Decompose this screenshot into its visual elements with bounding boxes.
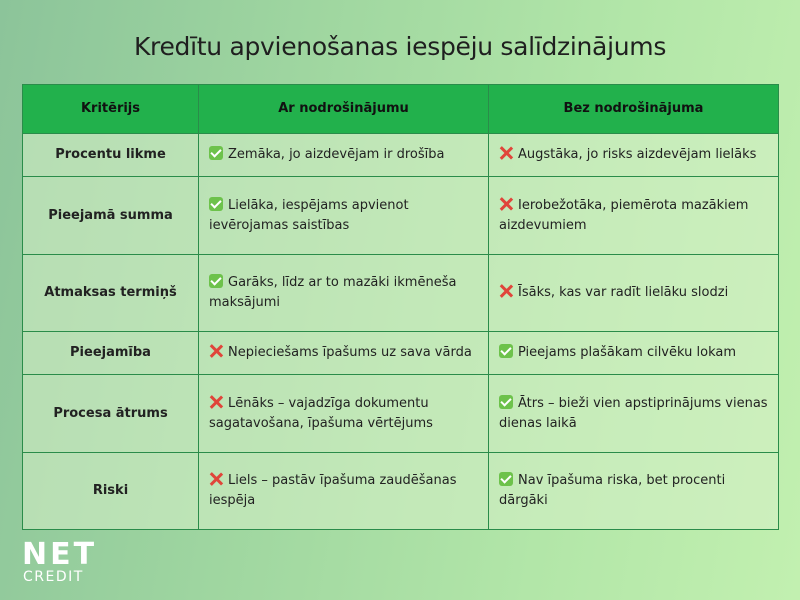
cross-icon: [209, 395, 223, 409]
cell-text: Zemāka, jo aizdevējam ir drošība: [228, 147, 445, 163]
header-without-collateral: Bez nodrošinājuma: [489, 85, 779, 134]
criterion-cell: Procesa ātrums: [23, 375, 199, 452]
criterion-cell: Procentu likme: [23, 134, 199, 177]
check-icon: [209, 274, 223, 288]
criterion-cell: Pieejamība: [23, 331, 199, 374]
with-collateral-cell: [199, 331, 489, 374]
check-icon: [499, 395, 513, 409]
table-row: [23, 375, 779, 452]
check-icon: [499, 472, 513, 486]
without-collateral-cell: [489, 331, 779, 374]
with-collateral-cell: [199, 134, 489, 177]
table-header-row: [23, 85, 779, 134]
page-title: Kredītu apvienošanas iespēju salīdzinājums: [133, 32, 667, 61]
check-icon: [499, 344, 513, 358]
without-collateral-cell: [489, 375, 779, 452]
criterion-cell: Atmaksas termiņš: [23, 254, 199, 331]
without-collateral-cell: [489, 254, 779, 331]
without-collateral-cell: [489, 452, 779, 529]
cell-text: Lēnāks – vajadzīga dokumentu sagatavošana, īpašuma vērtējums: [209, 395, 433, 431]
cell-text: Nepieciešams īpašums uz sava vārda: [228, 345, 472, 361]
cell-text: Lielāka, iespējams apvienot ievērojamas saistības: [209, 197, 409, 233]
header-with-collateral: Ar nodrošinājumu: [199, 85, 489, 134]
cross-icon: [499, 146, 513, 160]
comparison-table: [22, 84, 779, 530]
criterion-cell: Riski: [23, 452, 199, 529]
without-collateral-cell: [489, 177, 779, 254]
cross-icon: [209, 344, 223, 358]
cell-text: Ierobežotāka, piemērota mazākiem aizdevumiem: [499, 197, 749, 233]
cell-text: Nav īpašuma riska, bet procenti dārgāki: [499, 472, 726, 508]
logo-net-text: NET: [22, 537, 98, 572]
check-icon: [209, 146, 223, 160]
table-row: [23, 177, 779, 254]
with-collateral-cell: [199, 452, 489, 529]
cross-icon: [499, 197, 513, 211]
table-row: [23, 331, 779, 374]
logo-credit-text: CREDIT: [23, 569, 84, 585]
with-collateral-cell: [199, 375, 489, 452]
cross-icon: [499, 284, 513, 298]
cell-text: Īsāks, kas var radīt lielāku slodzi: [518, 284, 729, 300]
header-criterion: Kritērijs: [23, 85, 199, 134]
cell-text: Ātrs – bieži vien apstiprinājums vienas dienas laikā: [499, 395, 768, 431]
cell-text: Liels – pastāv īpašuma zaudēšanas iespēja: [209, 472, 457, 508]
table-row: [23, 134, 779, 177]
with-collateral-cell: [199, 177, 489, 254]
without-collateral-cell: [489, 134, 779, 177]
cross-icon: [209, 472, 223, 486]
table-row: [23, 452, 779, 529]
criterion-cell: Pieejamā summa: [23, 177, 199, 254]
cell-text: Pieejams plašākam cilvēku lokam: [518, 345, 736, 361]
table-row: [23, 254, 779, 331]
check-icon: [209, 197, 223, 211]
netcredit-logo: [22, 537, 98, 585]
cell-text: Augstāka, jo risks aizdevējam lielāks: [518, 147, 757, 163]
cell-text: Garāks, līdz ar to mazāki ikmēneša maksājumi: [209, 274, 457, 310]
with-collateral-cell: [199, 254, 489, 331]
